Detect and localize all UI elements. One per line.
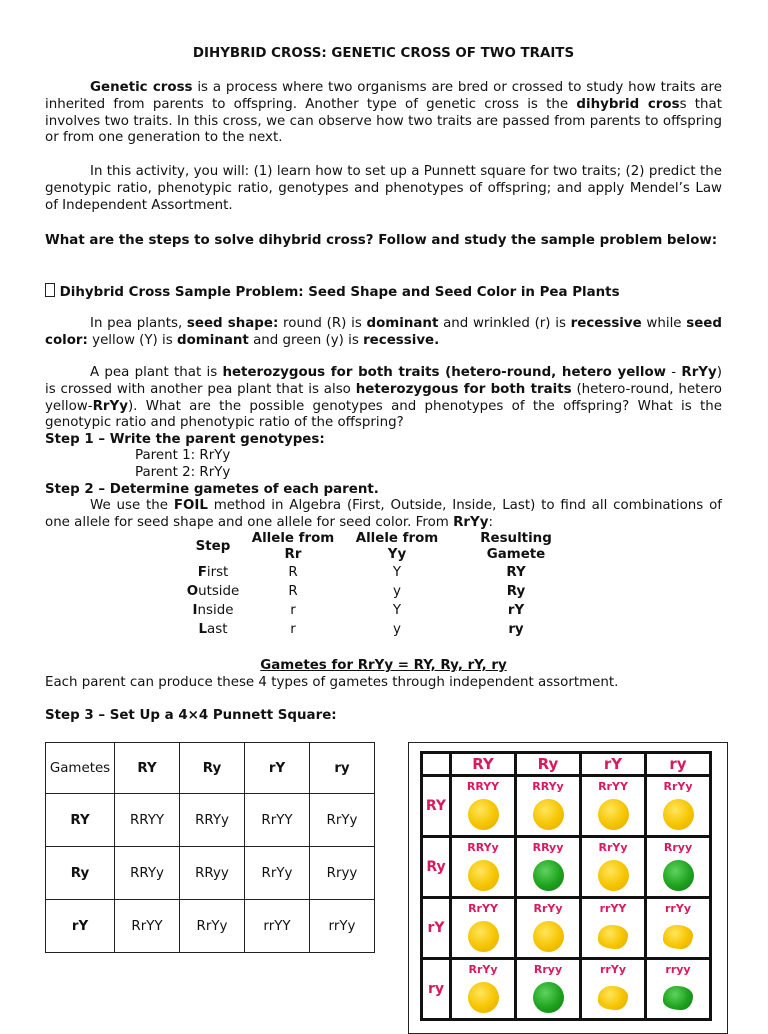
sample-heading: Dihybrid Cross Sample Problem: Seed Shape and Seed Color in Pea Plants [45, 283, 620, 300]
round-yellow-pea-icon [468, 799, 499, 830]
illustration-cell [646, 776, 711, 837]
cell-genotype: RrYy [533, 902, 563, 915]
punnett-corner: Gametes [46, 743, 115, 794]
foil-row [185, 620, 583, 639]
checkbox-glyph-icon [45, 283, 55, 297]
illustration-cell [451, 898, 516, 959]
assortment-text: Each parent can produce these 4 types of gametes through independent assortment. [45, 675, 619, 690]
parent2-genotype: Parent 2: RrYy [135, 465, 231, 480]
punnett-cell: rrYY [245, 900, 310, 953]
illustration-cell [581, 776, 646, 837]
punnett-cell: RrYy [180, 900, 245, 953]
traits-paragraph: In pea plants, seed shape: round (R) is dominant and wrinkled (r) is recessive while seed color: yellow (Y) is dominant and green (y) is recessive. [45, 316, 722, 348]
round-green-pea-icon [533, 982, 564, 1013]
illustration-row [422, 837, 711, 898]
punnett-cell: RRYY [115, 794, 180, 847]
cell-genotype: RrYy [663, 780, 693, 793]
punnett-row [46, 794, 375, 847]
intro-paragraph-1: Genetic cross is a process where two organisms are bred or crossed to study how traits are inherited from parents to offspring. Another type of genetic cross is the dihybrid cross that involves two traits. In this cross, we can observe how two traits are passed from parents to offspring or from one generation to the next. [45, 80, 723, 146]
punnett-cell: RRYy [180, 794, 245, 847]
punnett-cell: RrYy [310, 794, 375, 847]
illustration-cell [451, 959, 516, 1020]
term-dihybrid-cross: dihybrid cros [576, 96, 680, 112]
wrinkled-green-pea-icon [663, 986, 693, 1010]
round-yellow-pea-icon [468, 982, 499, 1013]
foil-header-row [185, 531, 583, 563]
punnett-header-row [46, 743, 375, 794]
foil-row [185, 601, 583, 620]
cell-genotype: RRYy [532, 780, 564, 793]
round-yellow-pea-icon [663, 799, 694, 830]
illustration-cell [516, 898, 581, 959]
step3-heading: Step 3 – Set Up a 4×4 Punnett Square: [45, 708, 337, 723]
punnett-cell: RrYY [115, 900, 180, 953]
foil-gamete: RY [506, 565, 526, 580]
cell-genotype: Rryy [533, 963, 563, 976]
round-green-pea-icon [533, 860, 564, 891]
punnett-cell: RRyy [180, 847, 245, 900]
round-yellow-pea-icon [533, 799, 564, 830]
illustration-col-header: ry [646, 753, 711, 776]
punnett-cell: RrYy [245, 847, 310, 900]
foil-step: Inside [192, 603, 234, 618]
foil-yy-allele: y [393, 584, 401, 599]
intro-paragraph-2: In this activity, you will: (1) learn how to set up a Punnett square for two traits; (2) predict the genotypic ratio, phenotypic ratio, genotypes and phenotypes of offspring; and apply Mendel’s Law of Independent Assortment. [45, 164, 722, 213]
illustration-cell [516, 959, 581, 1020]
round-yellow-pea-icon [468, 921, 499, 952]
foil-step: First [197, 565, 229, 580]
round-yellow-pea-icon [598, 799, 629, 830]
foil-yy-allele: Y [392, 565, 402, 580]
round-green-pea-icon [663, 860, 694, 891]
punnett-row-header: RY [46, 794, 115, 847]
step2-heading: Step 2 – Determine gametes of each parent. [45, 482, 379, 497]
foil-header-rr: Allele from Rr [251, 531, 335, 562]
foil-rr-allele: r [290, 603, 296, 618]
punnett-row [46, 847, 375, 900]
foil-rr-allele: R [288, 565, 298, 580]
illustration-cell [451, 776, 516, 837]
cell-genotype: RrYY [468, 902, 498, 915]
illustration-cell [646, 837, 711, 898]
punnett-col-header: rY [245, 743, 310, 794]
punnett-cell: RrYY [245, 794, 310, 847]
cell-genotype: RrYY [598, 780, 628, 793]
wrinkled-yellow-pea-icon [598, 986, 628, 1010]
foil-rr-allele: r [290, 622, 296, 637]
foil-row [185, 563, 583, 582]
cell-genotype: RRYY [466, 780, 500, 793]
illustration-cell [451, 837, 516, 898]
illustration-row [422, 898, 711, 959]
illustration-grid [420, 751, 712, 1021]
wrinkled-yellow-pea-icon [663, 925, 693, 949]
foil-explanation: We use the FOIL method in Algebra (First, Outside, Inside, Last) to find all combinations of one allele for seed shape and one allele for seed color. From RrYy: [45, 498, 723, 530]
illustration-row-header: RY [422, 776, 451, 837]
foil-gamete: Ry [506, 584, 526, 599]
punnett-row-header: Ry [46, 847, 115, 900]
foil-table [185, 531, 583, 639]
punnett-square-illustration [408, 742, 728, 1034]
wrinkled-yellow-pea-icon [598, 925, 628, 949]
illustration-header-row [422, 753, 711, 776]
illustration-row-header: rY [422, 898, 451, 959]
illustration-row-header: ry [422, 959, 451, 1020]
foil-row [185, 582, 583, 601]
cell-genotype: rrYY [599, 902, 627, 915]
illustration-cell [646, 959, 711, 1020]
foil-header-yy: Allele from Yy [355, 531, 439, 562]
step1-heading: Step 1 – Write the parent genotypes: [45, 432, 325, 447]
round-yellow-pea-icon [468, 860, 499, 891]
term-genetic-cross: Genetic cross [90, 80, 193, 95]
punnett-square-table [45, 742, 375, 953]
foil-rr-allele: R [288, 584, 298, 599]
foil-step: Outside [186, 584, 240, 599]
document-title: DIHYBRID CROSS: GENETIC CROSS OF TWO TRAITS [192, 46, 575, 61]
illustration-row-header: Ry [422, 837, 451, 898]
illustration-cell [516, 837, 581, 898]
illustration-row [422, 776, 711, 837]
punnett-row-header: rY [46, 900, 115, 953]
cell-genotype: rrYy [665, 902, 691, 915]
illustration-cell [581, 837, 646, 898]
foil-step: Last [198, 622, 228, 637]
illustration-col-header: rY [581, 753, 646, 776]
illustration-col-header: RY [451, 753, 516, 776]
foil-gamete: rY [507, 603, 525, 618]
cell-genotype: RRYy [467, 841, 499, 854]
punnett-cell: rrYy [310, 900, 375, 953]
parent1-genotype: Parent 1: RrYy [135, 448, 231, 463]
illustration-cell [516, 776, 581, 837]
illustration-cell [581, 959, 646, 1020]
foil-yy-allele: Y [392, 603, 402, 618]
illustration-cell [581, 898, 646, 959]
cell-genotype: RrYy [468, 963, 498, 976]
illustration-row [422, 959, 711, 1020]
cell-genotype: RrYy [598, 841, 628, 854]
illustration-col-header: Ry [516, 753, 581, 776]
punnett-col-header: RY [115, 743, 180, 794]
cell-genotype: rryy [665, 963, 691, 976]
punnett-row [46, 900, 375, 953]
punnett-col-header: Ry [180, 743, 245, 794]
punnett-cell: Rryy [310, 847, 375, 900]
foil-gamete: ry [508, 622, 524, 637]
gametes-summary: Gametes for RrYy = RY, Ry, rY, ry [260, 658, 507, 673]
illustration-corner [422, 753, 451, 776]
round-yellow-pea-icon [598, 860, 629, 891]
punnett-cell: RRYy [115, 847, 180, 900]
round-yellow-pea-icon [533, 921, 564, 952]
foil-header-gamete: Resulting Gamete [480, 531, 552, 562]
problem-paragraph: A pea plant that is heterozygous for both traits (hetero-round, hetero yellow - RrYy) is crossed with another pea plant that is also heterozygous for both traits (hetero-round, hetero yellow-RrYy). What are the possible genotypes and phenotypes of the offspring? What is the genotypic ratio and phenotypic ratio of the offspring? [45, 365, 722, 431]
foil-header-step: Step [195, 539, 231, 554]
punnett-col-header: ry [310, 743, 375, 794]
cell-genotype: RRyy [532, 841, 564, 854]
foil-yy-allele: y [393, 622, 401, 637]
cell-genotype: rrYy [600, 963, 626, 976]
question-text: What are the steps to solve dihybrid cross? Follow and study the sample problem below: [45, 233, 718, 248]
cell-genotype: Rryy [663, 841, 693, 854]
illustration-cell [646, 898, 711, 959]
